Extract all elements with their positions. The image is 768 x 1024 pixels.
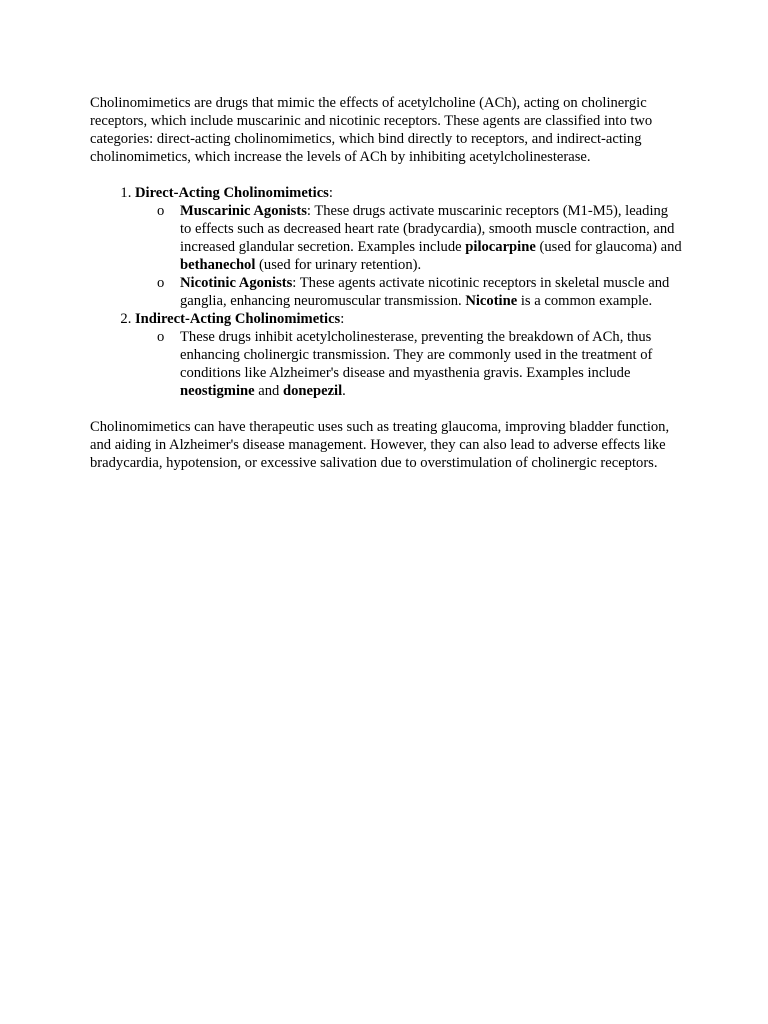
drug-name: pilocarpine — [465, 239, 536, 255]
intro-paragraph: Cholinomimetics are drugs that mimic the effects of acetylcholine (ACh), acting on cholinergic receptors, which include muscarinic and nicotinic receptors. These agents are classified into two categories: direct-acting cholinomimetics, which bind directly to receptors, and indirect-acting cholinomimetics, which increase the levels of ACh by inhibiting acetylcholinesterase. — [90, 95, 653, 165]
direct-acting-sublist — [135, 202, 682, 310]
document-page — [90, 94, 682, 472]
indirect-acting-sublist — [135, 328, 682, 400]
conclusion-paragraph: Cholinomimetics can have therapeutic uses such as treating glaucoma, improving bladder function, and aiding in Alzheimer's disease management. However, they can also lead to adverse effects like bradycardia, hypotension, or excessive salivation due to overstimulation of cholinergic receptors. — [90, 419, 670, 471]
heading-colon: : — [340, 311, 345, 327]
drug-name: donepezil — [282, 383, 343, 399]
term-label: Muscarinic Agonists — [180, 203, 307, 219]
item-text: and — [254, 383, 283, 399]
item-text: : These drugs activate muscarinic receptors (M1-M5), leading to effects such as decreased heart rate (bradycardia), smooth muscle contraction, and increased glandular secretion. Examples include — [180, 203, 675, 255]
item-text: (used for glaucoma) and — [535, 239, 682, 255]
classification-list — [90, 184, 682, 400]
item-text: These drugs inhibit acetylcholinesterase, preventing the breakdown of ACh, thus enhancing cholinergic transmission. They are commonly used in the treatment of conditions like Alzheimer's disease and myasthenia gravis. Examples include — [180, 329, 653, 381]
item-text: . — [342, 383, 346, 399]
item-text: is a common example. — [517, 293, 653, 309]
section-heading: Indirect-Acting Cholinomimetics — [135, 311, 341, 327]
heading-colon: : — [328, 185, 333, 201]
bullet-glyph: o — [157, 329, 165, 345]
bullet-glyph: o — [157, 275, 165, 291]
item-text: (used for urinary retention). — [255, 257, 422, 273]
item-text: : These agents activate nicotinic receptors in skeletal muscle and ganglia, enhancing neuromuscular transmission. — [180, 275, 670, 309]
section-heading: Direct-Acting Cholinomimetics — [135, 185, 329, 201]
list-item-indirect-acting — [135, 310, 682, 400]
list-item-direct-acting — [135, 184, 682, 310]
sublist-item-acetylcholinesterase-inhibitors — [157, 328, 682, 400]
sublist-item-muscarinic — [157, 202, 682, 274]
drug-name: Nicotine — [465, 293, 518, 309]
drug-name: bethanechol — [180, 257, 256, 273]
term-label: Nicotinic Agonists — [180, 275, 293, 291]
bullet-glyph: o — [157, 203, 165, 219]
sublist-item-nicotinic — [157, 274, 682, 310]
drug-name: neostigmine — [180, 383, 255, 399]
